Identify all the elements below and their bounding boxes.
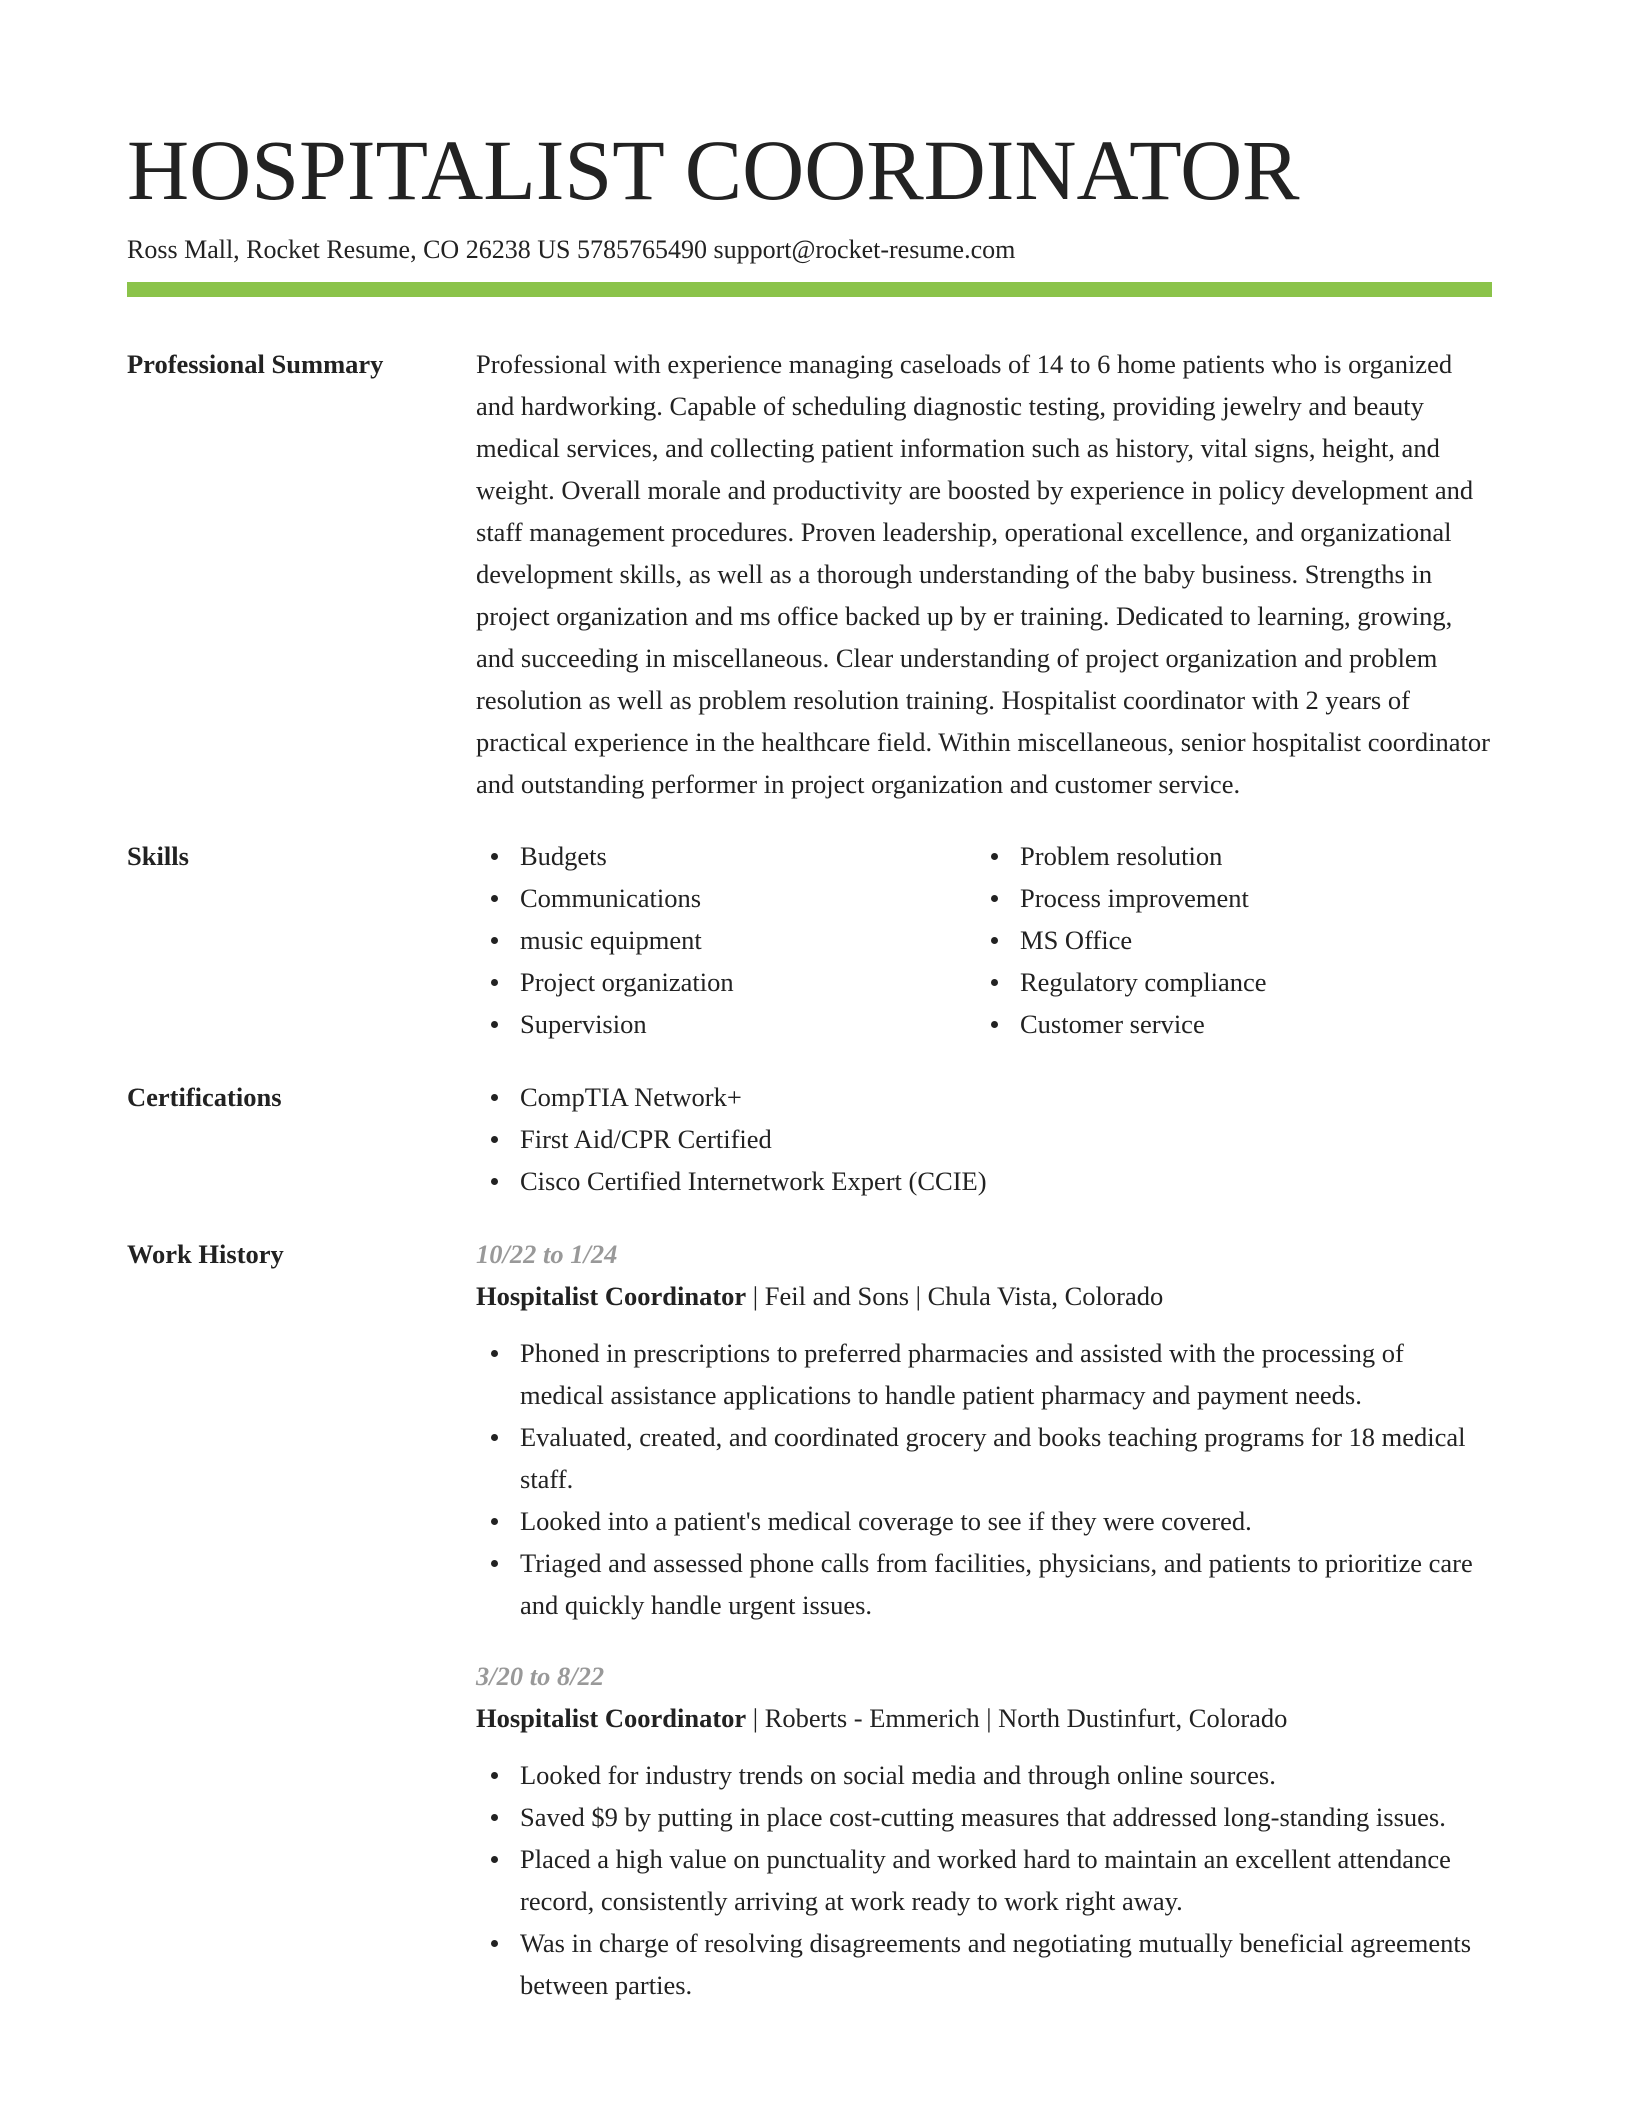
summary-text: Professional with experience managing caseloads of 14 to 6 home patients who is organized and hardworking. Capable of scheduling diagnostic testing, providing jewelry and beauty medical services, and collecting patient information such as history, vital signs, height, and weight. Overall morale and productivity are boosted by experience in policy development and staff management procedures. Proven leadership, operational excellence, and organizational development skills, as well as a thorough understanding of the baby business. Strengths in project organization and ms office backed up by er training. Dedicated to learning, growing, and succeeding in miscellaneous. Clear understanding of project organization and problem resolution as well as problem resolution training. Hospitalist coordinator with 2 years of practical experience in the healthcare field. Within miscellaneous, senior hospitalist coordinator and outstanding performer in project organization and customer service.	[476, 349, 1490, 799]
skill-item: Regulatory compliance	[976, 961, 1476, 1003]
resume-name: HOSPITALIST COORDINATOR	[127, 122, 1300, 218]
job-details: | Roberts - Emmerich | North Dustinfurt, Colorado	[746, 1703, 1288, 1733]
job-bullet-list	[476, 1754, 1492, 2006]
contact-line	[127, 232, 1492, 268]
header-divider	[127, 282, 1492, 297]
skill-item: Communications	[476, 877, 976, 919]
job-details: | Feil and Sons | Chula Vista, Colorado	[746, 1281, 1164, 1311]
contact-email[interactable]: support@rocket-resume.com	[713, 235, 1016, 264]
work-history-heading: Work History	[127, 1239, 284, 1269]
job-bullet: Placed a high value on punctuality and worked hard to maintain an excellent attendance record, consistently arriving at work ready to work right away.	[476, 1838, 1492, 1922]
job-bullet: Looked into a patient's medical coverage to see if they were covered.	[476, 1500, 1492, 1542]
skill-item: MS Office	[976, 919, 1476, 961]
skill-item: Problem resolution	[976, 835, 1476, 877]
certifications-heading: Certifications	[127, 1082, 282, 1112]
summary-section	[127, 343, 1492, 805]
job-bullet: Evaluated, created, and coordinated grocery and books teaching programs for 18 medical staff.	[476, 1416, 1492, 1500]
job-header	[476, 1275, 1492, 1317]
certifications-section	[127, 1076, 1492, 1202]
skill-item: Customer service	[976, 1003, 1476, 1045]
certification-item: Cisco Certified Internetwork Expert (CCIE)	[476, 1160, 1492, 1202]
certifications-list	[476, 1076, 1492, 1202]
skills-list-right	[976, 835, 1476, 1045]
job-bullet-list	[476, 1332, 1492, 1626]
skill-item: music equipment	[476, 919, 976, 961]
skills-heading: Skills	[127, 841, 189, 871]
skills-columns	[476, 835, 1492, 1045]
skill-item: Project organization	[476, 961, 976, 1003]
job-bullet: Phoned in prescriptions to preferred pharmacies and assisted with the processing of medical assistance applications to handle patient pharmacy and payment needs.	[476, 1332, 1492, 1416]
resume	[127, 118, 1492, 2006]
certification-item: First Aid/CPR Certified	[476, 1118, 1492, 1160]
work-history-section	[127, 1233, 1492, 2006]
job-title: Hospitalist Coordinator	[476, 1703, 747, 1733]
skill-item: Process improvement	[976, 877, 1476, 919]
skills-section	[127, 835, 1492, 1045]
job-bullet: Saved $9 by putting in place cost-cutting measures that addressed long-standing issues.	[476, 1796, 1492, 1838]
job-dates: 10/22 to 1/24	[476, 1239, 618, 1269]
job-entry	[476, 1655, 1492, 2006]
job-title: Hospitalist Coordinator	[476, 1281, 747, 1311]
job-bullet: Looked for industry trends on social media and through online sources.	[476, 1754, 1492, 1796]
job-bullet: Was in charge of resolving disagreements and negotiating mutually beneficial agreements between parties.	[476, 1922, 1492, 2006]
certifications-body	[476, 1076, 1492, 1202]
certification-item: CompTIA Network+	[476, 1076, 1492, 1118]
skill-item: Supervision	[476, 1003, 976, 1045]
contact-phone: 5785765490	[576, 235, 707, 264]
skill-item: Budgets	[476, 835, 976, 877]
job-dates: 3/20 to 8/22	[476, 1661, 605, 1691]
skills-list-left	[476, 835, 976, 1045]
job-bullet: Triaged and assessed phone calls from facilities, physicians, and patients to prioritize care and quickly handle urgent issues.	[476, 1542, 1492, 1626]
summary-heading: Professional Summary	[127, 349, 384, 379]
contact-address: Ross Mall, Rocket Resume, CO 26238 US	[127, 235, 571, 264]
job-entry	[476, 1233, 1492, 1626]
work-history-body	[476, 1233, 1492, 2006]
job-header	[476, 1697, 1492, 1739]
